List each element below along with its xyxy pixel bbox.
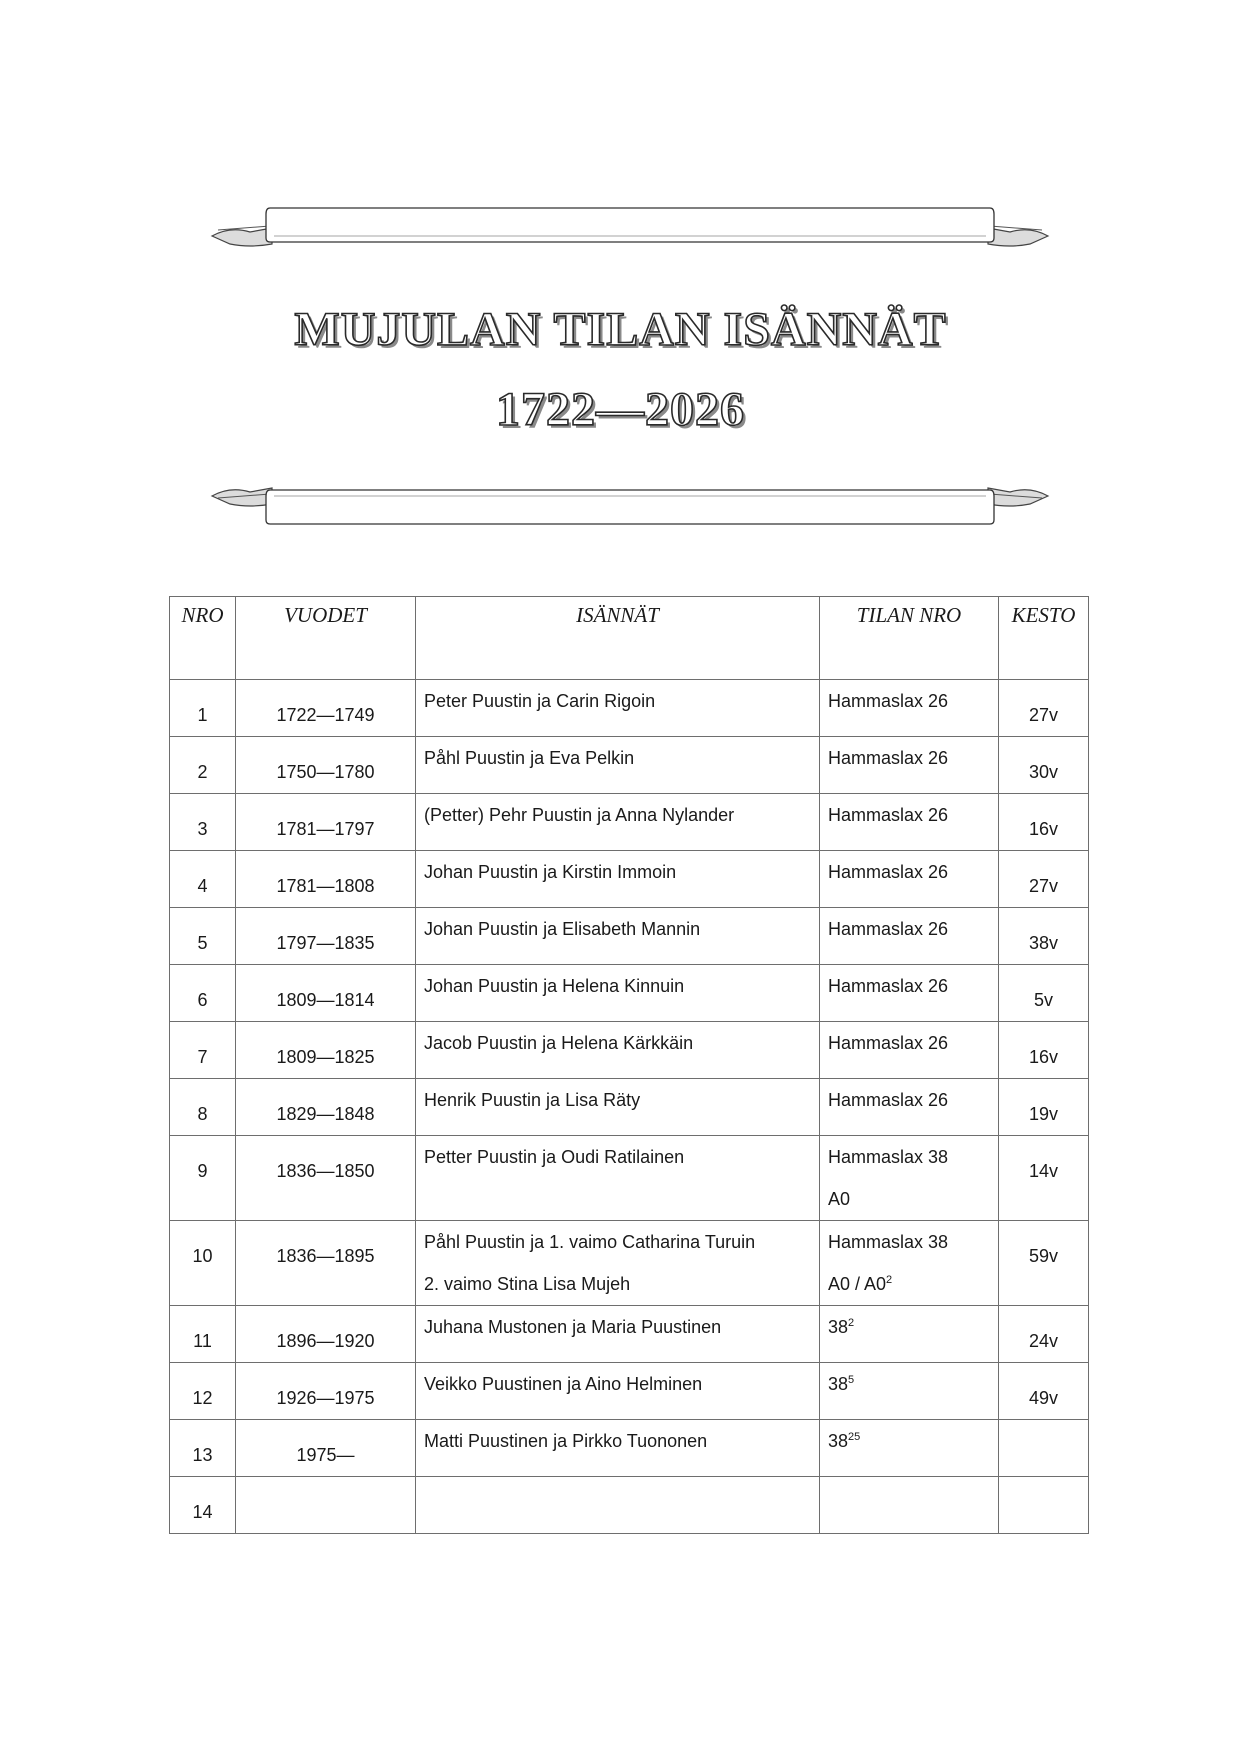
cell-isannat xyxy=(416,1477,820,1534)
cell-nro xyxy=(170,1477,236,1534)
cell-isannat xyxy=(416,965,820,1022)
cell-tilan-nro xyxy=(820,965,999,1022)
farm-number-value: Hammaslax 26 xyxy=(828,691,949,711)
cell-isannat xyxy=(416,1022,820,1079)
decorative-scroll-banner-bottom xyxy=(210,484,1050,528)
cell-vuodet xyxy=(236,1136,416,1221)
duration-value: 27v xyxy=(1028,705,1059,725)
farm-number-line xyxy=(828,1420,990,1462)
cell-vuodet xyxy=(236,1363,416,1420)
cell-nro xyxy=(170,851,236,908)
cell-kesto xyxy=(999,1221,1089,1306)
years-value: 1781—1797 xyxy=(276,819,375,839)
table-row xyxy=(170,737,1089,794)
cell-tilan-nro xyxy=(820,680,999,737)
cell-isannat xyxy=(416,908,820,965)
duration-value: 49v xyxy=(1028,1388,1059,1408)
nro-value: 2 xyxy=(197,762,208,782)
table-row xyxy=(170,1136,1089,1221)
farm-number-line xyxy=(828,1221,990,1263)
cell-kesto xyxy=(999,1420,1089,1477)
hosts-line: Henrik Puustin ja Lisa Räty xyxy=(424,1090,641,1110)
farm-number-sup: 2 xyxy=(848,1317,855,1329)
years-value: 1836—1850 xyxy=(276,1161,375,1181)
table-row xyxy=(170,1363,1089,1420)
cell-nro xyxy=(170,1136,236,1221)
cell-tilan-nro xyxy=(820,1363,999,1420)
cell-kesto xyxy=(999,794,1089,851)
nro-value: 8 xyxy=(197,1104,208,1124)
farm-number-sup: 25 xyxy=(848,1431,861,1443)
farm-number-line-2 xyxy=(828,1263,990,1305)
nro-value: 9 xyxy=(197,1161,208,1181)
table-row xyxy=(170,794,1089,851)
cell-kesto xyxy=(999,1079,1089,1136)
years-value: 1809—1814 xyxy=(276,990,375,1010)
cell-kesto xyxy=(999,1136,1089,1221)
duration-value: 5v xyxy=(1033,990,1053,1010)
years-value: 1722—1749 xyxy=(276,705,375,725)
nro-value: 14 xyxy=(192,1502,213,1522)
farm-number-line xyxy=(828,794,990,836)
farm-number-value-2: A0 xyxy=(828,1189,851,1209)
decorative-scroll-banner-top xyxy=(210,204,1050,248)
duration-value: 16v xyxy=(1028,1047,1059,1067)
table-row xyxy=(170,1079,1089,1136)
cell-tilan-nro xyxy=(820,737,999,794)
cell-kesto xyxy=(999,737,1089,794)
farm-number-value: Hammaslax 26 xyxy=(828,1090,949,1110)
table-row xyxy=(170,908,1089,965)
nro-value: 10 xyxy=(192,1246,213,1266)
hosts-line: Veikko Puustinen ja Aino Helminen xyxy=(424,1374,703,1394)
cell-isannat xyxy=(416,794,820,851)
header-tilan-nro: TILAN NRO xyxy=(820,597,999,680)
hosts-line: Johan Puustin ja Helena Kinnuin xyxy=(424,976,685,996)
cell-kesto xyxy=(999,1306,1089,1363)
title-line-1: MUJULAN TILAN ISÄNNÄT xyxy=(294,303,947,356)
cell-isannat xyxy=(416,737,820,794)
duration-value: 27v xyxy=(1028,876,1059,896)
years-value: 1809—1825 xyxy=(276,1047,375,1067)
farm-number-line xyxy=(828,908,990,950)
cell-nro xyxy=(170,1363,236,1420)
years-value: 1926—1975 xyxy=(276,1388,375,1408)
nro-value: 4 xyxy=(197,876,208,896)
cell-vuodet xyxy=(236,1022,416,1079)
cell-vuodet xyxy=(236,1306,416,1363)
nro-value: 13 xyxy=(192,1445,213,1465)
hosts-line: Påhl Puustin ja Eva Pelkin xyxy=(424,748,635,768)
cell-tilan-nro xyxy=(820,1477,999,1534)
farm-number-value: Hammaslax 26 xyxy=(828,805,949,825)
cell-isannat xyxy=(416,1363,820,1420)
cell-vuodet xyxy=(236,1420,416,1477)
cell-isannat xyxy=(416,1306,820,1363)
table-body xyxy=(170,680,1089,1534)
farm-number-value: Hammaslax 38 xyxy=(828,1232,949,1252)
farm-number-value: 38 xyxy=(828,1317,849,1337)
farm-number-value: Hammaslax 26 xyxy=(828,862,949,882)
years-value: 1750—1780 xyxy=(276,762,375,782)
duration-value: 30v xyxy=(1028,762,1059,782)
duration-value: 38v xyxy=(1028,933,1059,953)
cell-kesto xyxy=(999,908,1089,965)
cell-tilan-nro xyxy=(820,1221,999,1306)
duration-value: 14v xyxy=(1028,1161,1059,1181)
cell-vuodet xyxy=(236,1221,416,1306)
hosts-line: Matti Puustinen ja Pirkko Tuononen xyxy=(424,1431,708,1451)
years-value: 1896—1920 xyxy=(276,1331,375,1351)
nro-value: 7 xyxy=(197,1047,208,1067)
hosts-line: Peter Puustin ja Carin Rigoin xyxy=(424,691,656,711)
cell-vuodet xyxy=(236,1079,416,1136)
cell-tilan-nro xyxy=(820,1136,999,1221)
cell-nro xyxy=(170,1221,236,1306)
farm-number-line-2 xyxy=(828,1178,990,1220)
duration-value: 19v xyxy=(1028,1104,1059,1124)
farm-number-line xyxy=(828,1022,990,1064)
table-row xyxy=(170,1477,1089,1534)
farm-number-line xyxy=(828,737,990,779)
header-kesto: KESTO xyxy=(999,597,1089,680)
cell-tilan-nro xyxy=(820,794,999,851)
nro-value: 6 xyxy=(197,990,208,1010)
cell-nro xyxy=(170,1022,236,1079)
farm-number-value: Hammaslax 26 xyxy=(828,976,949,996)
years-value: 1797—1835 xyxy=(276,933,375,953)
cell-vuodet xyxy=(236,1477,416,1534)
hosts-line: Juhana Mustonen ja Maria Puustinen xyxy=(424,1317,722,1337)
farm-number-line xyxy=(828,1079,990,1121)
nro-value: 11 xyxy=(193,1331,212,1351)
cell-nro xyxy=(170,794,236,851)
farm-number-line xyxy=(828,680,990,722)
table-row xyxy=(170,965,1089,1022)
cell-kesto xyxy=(999,680,1089,737)
cell-tilan-nro xyxy=(820,908,999,965)
cell-vuodet xyxy=(236,737,416,794)
farm-number-value: Hammaslax 26 xyxy=(828,748,949,768)
years-value: 1781—1808 xyxy=(276,876,375,896)
hosts-line: Petter Puustin ja Oudi Ratilainen xyxy=(424,1147,685,1167)
farm-number-value: Hammaslax 26 xyxy=(828,1033,949,1053)
cell-tilan-nro xyxy=(820,1022,999,1079)
farm-number-line xyxy=(828,1136,990,1178)
hosts-line: (Petter) Pehr Puustin ja Anna Nylander xyxy=(424,805,735,825)
cell-tilan-nro xyxy=(820,1420,999,1477)
cell-vuodet xyxy=(236,965,416,1022)
farm-number-line xyxy=(828,965,990,1007)
farm-number-value: Hammaslax 26 xyxy=(828,919,949,939)
nro-value: 12 xyxy=(192,1388,213,1408)
hosts-line: Påhl Puustin ja 1. vaimo Catharina Turuin xyxy=(424,1232,756,1252)
farm-number-sup: 5 xyxy=(848,1374,855,1386)
hosts-line: Johan Puustin ja Elisabeth Mannin xyxy=(424,919,701,939)
table-row xyxy=(170,1420,1089,1477)
cell-nro xyxy=(170,1420,236,1477)
years-value: 1836—1895 xyxy=(276,1246,375,1266)
hosts-line: Jacob Puustin ja Helena Kärkkäin xyxy=(424,1033,694,1053)
title-line-2: 1722—2026 xyxy=(496,383,745,436)
cell-nro xyxy=(170,680,236,737)
cell-vuodet xyxy=(236,680,416,737)
cell-kesto xyxy=(999,1022,1089,1079)
nro-value: 5 xyxy=(197,933,208,953)
cell-isannat xyxy=(416,1420,820,1477)
farm-number-value: 38 xyxy=(828,1431,849,1451)
table-header-row xyxy=(170,597,1089,680)
table-row xyxy=(170,1221,1089,1306)
farm-number-value-2: A0 / A0 xyxy=(828,1274,887,1294)
cell-nro xyxy=(170,1079,236,1136)
cell-kesto xyxy=(999,1363,1089,1420)
cell-kesto xyxy=(999,851,1089,908)
cell-kesto xyxy=(999,1477,1089,1534)
cell-isannat xyxy=(416,680,820,737)
farm-number-sup-2: 2 xyxy=(886,1274,893,1286)
hosts-line: 2. vaimo Stina Lisa Mujeh xyxy=(424,1274,631,1294)
farm-number-value: 38 xyxy=(828,1374,849,1394)
hosts-line: Johan Puustin ja Kirstin Immoin xyxy=(424,862,677,882)
cell-nro xyxy=(170,965,236,1022)
header-nro: NRO xyxy=(170,597,236,680)
hosts-table xyxy=(169,596,1089,1534)
nro-value: 3 xyxy=(197,819,208,839)
cell-isannat xyxy=(416,851,820,908)
cell-kesto xyxy=(999,965,1089,1022)
cell-nro xyxy=(170,1306,236,1363)
duration-value: 24v xyxy=(1028,1331,1059,1351)
cell-nro xyxy=(170,737,236,794)
cell-tilan-nro xyxy=(820,851,999,908)
header-vuodet: VUODET xyxy=(236,597,416,680)
duration-value: 59v xyxy=(1028,1246,1059,1266)
nro-value: 1 xyxy=(197,705,208,725)
farm-number-line xyxy=(828,1363,990,1405)
cell-isannat xyxy=(416,1136,820,1221)
cell-tilan-nro xyxy=(820,1306,999,1363)
cell-vuodet xyxy=(236,851,416,908)
farm-number-line xyxy=(828,1306,990,1348)
table-row xyxy=(170,851,1089,908)
header-isannat: ISÄNNÄT xyxy=(416,597,820,680)
years-value: 1975— xyxy=(296,1445,355,1465)
cell-isannat xyxy=(416,1079,820,1136)
duration-value: 16v xyxy=(1028,819,1059,839)
farm-number-value: Hammaslax 38 xyxy=(828,1147,949,1167)
table-row xyxy=(170,680,1089,737)
farm-number-line xyxy=(828,851,990,893)
page-title xyxy=(0,290,1241,450)
table-row xyxy=(170,1306,1089,1363)
cell-tilan-nro xyxy=(820,1079,999,1136)
years-value: 1829—1848 xyxy=(276,1104,375,1124)
cell-vuodet xyxy=(236,794,416,851)
cell-vuodet xyxy=(236,908,416,965)
table-row xyxy=(170,1022,1089,1079)
cell-isannat xyxy=(416,1221,820,1306)
cell-nro xyxy=(170,908,236,965)
